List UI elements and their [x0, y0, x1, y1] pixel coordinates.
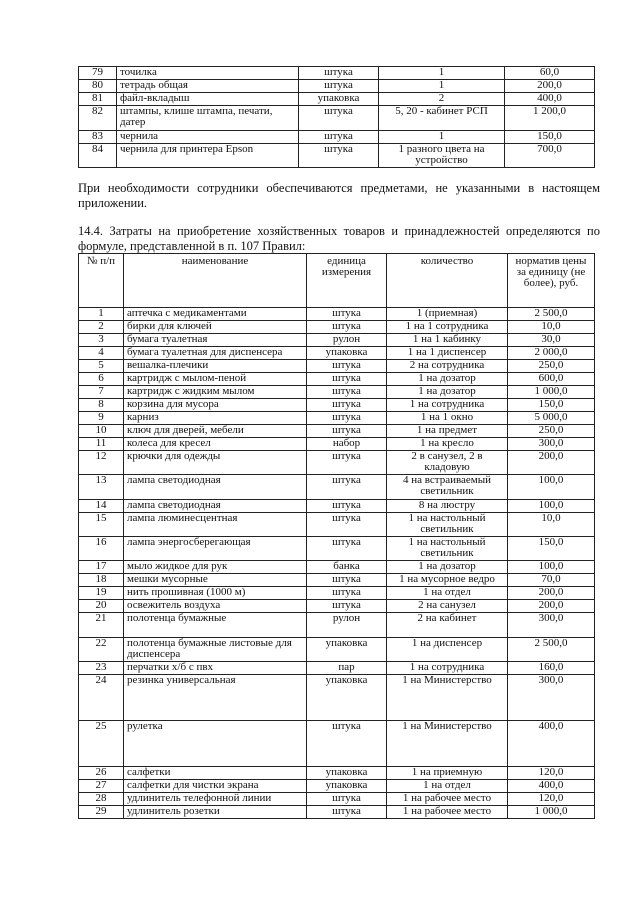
cell-qty: 1 на сотрудника: [387, 399, 508, 412]
table-row: [79, 806, 595, 819]
cell-unit: штука: [307, 425, 387, 438]
main-table: [78, 253, 595, 819]
table-row: [79, 67, 595, 80]
table-row: [79, 475, 595, 500]
cell-price: 1 000,0: [508, 386, 595, 399]
cell-name: освежитель воздуха: [124, 600, 307, 613]
cell-qty: 2 на кабинет: [387, 613, 508, 638]
cell-num: 20: [79, 600, 124, 613]
cell-price: 700,0: [505, 144, 595, 168]
cell-qty: 2 на сотрудника: [387, 360, 508, 373]
cell-name: точилка: [117, 67, 299, 80]
cell-name: салфетки для чистки экрана: [124, 780, 307, 793]
table-row: [79, 386, 595, 399]
cell-name: штампы, клише штампа, печати, датер: [117, 106, 299, 131]
cell-name: мешки мусорные: [124, 574, 307, 587]
cell-qty: 1 на кресло: [387, 438, 508, 451]
cell-qty: 2 на санузел: [387, 600, 508, 613]
cell-name: лампа люминесцентная: [124, 513, 307, 537]
cell-name: корзина для мусора: [124, 399, 307, 412]
cell-qty: 1 на 1 сотрудника: [387, 321, 508, 334]
table-row: [79, 308, 595, 321]
table-row: [79, 106, 595, 131]
cell-name: полотенца бумажные: [124, 613, 307, 638]
cell-qty: 1 на Министерство: [387, 675, 508, 721]
table-row: [79, 334, 595, 347]
cell-name: салфетки: [124, 767, 307, 780]
cell-qty: 1 разного цвета на устройство: [379, 144, 505, 168]
cell-num: 4: [79, 347, 124, 360]
cell-price: 2 500,0: [508, 308, 595, 321]
cell-name: удлинитель телефонной линии: [124, 793, 307, 806]
cell-unit: штука: [307, 513, 387, 537]
cell-price: 200,0: [508, 451, 595, 475]
cell-qty: 8 на люстру: [387, 500, 508, 513]
header-qty: количество: [387, 254, 508, 308]
cell-qty: 4 на встраиваемый светильник: [387, 475, 508, 500]
cell-unit: штука: [307, 721, 387, 767]
cell-name: картридж с мылом-пеной: [124, 373, 307, 386]
cell-price: 30,0: [508, 334, 595, 347]
cell-name: лампа светодиодная: [124, 475, 307, 500]
table-row: [79, 561, 595, 574]
cell-name: ключ для дверей, мебели: [124, 425, 307, 438]
cell-unit: штука: [299, 67, 379, 80]
cell-price: 300,0: [508, 613, 595, 638]
cell-qty: 2: [379, 93, 505, 106]
cell-qty: 1 на мусорное ведро: [387, 574, 508, 587]
cell-name: лампа энергосберегающая: [124, 537, 307, 561]
table-row: [79, 360, 595, 373]
cell-unit: упаковка: [307, 638, 387, 662]
cell-num: 7: [79, 386, 124, 399]
cell-unit: упаковка: [299, 93, 379, 106]
cell-price: 200,0: [505, 80, 595, 93]
header-name: наименование: [124, 254, 307, 308]
cell-num: 28: [79, 793, 124, 806]
cell-unit: штука: [307, 574, 387, 587]
table-row: [79, 500, 595, 513]
note-paragraph: При необходимости сотрудники обеспечиваются предметами, не указанными в настоящем приложении.: [78, 181, 600, 210]
cell-num: 82: [79, 106, 117, 131]
cell-name: тетрадь общая: [117, 80, 299, 93]
table-row: [79, 321, 595, 334]
cell-price: 100,0: [508, 475, 595, 500]
cell-num: 21: [79, 613, 124, 638]
table-row: [79, 93, 595, 106]
cell-price: 250,0: [508, 425, 595, 438]
table-row: [79, 662, 595, 675]
cell-price: 10,0: [508, 513, 595, 537]
cell-qty: 1 на рабочее место: [387, 793, 508, 806]
cell-unit: штука: [307, 451, 387, 475]
table-row: [79, 451, 595, 475]
cell-price: 400,0: [505, 93, 595, 106]
cell-name: мыло жидкое для рук: [124, 561, 307, 574]
cell-name: нить прошивная (1000 м): [124, 587, 307, 600]
cell-name: вешалка-плечики: [124, 360, 307, 373]
cell-qty: 1 на предмет: [387, 425, 508, 438]
cell-unit: рулон: [307, 334, 387, 347]
cell-name: полотенца бумажные листовые для диспенсера: [124, 638, 307, 662]
cell-unit: упаковка: [307, 347, 387, 360]
cell-num: 13: [79, 475, 124, 500]
cell-qty: 1 на сотрудника: [387, 662, 508, 675]
cell-num: 79: [79, 67, 117, 80]
cell-name: перчатки х/б с пвх: [124, 662, 307, 675]
table-row: [79, 613, 595, 638]
cell-num: 18: [79, 574, 124, 587]
table-row: [79, 721, 595, 767]
cell-price: 5 000,0: [508, 412, 595, 425]
cell-name: бумага туалетная для диспенсера: [124, 347, 307, 360]
table-row: [79, 587, 595, 600]
cell-qty: 1 на рабочее место: [387, 806, 508, 819]
header-row: [79, 254, 595, 308]
cell-num: 80: [79, 80, 117, 93]
cell-price: 10,0: [508, 321, 595, 334]
cell-price: 120,0: [508, 793, 595, 806]
cell-price: 600,0: [508, 373, 595, 386]
cell-qty: 1 (приемная): [387, 308, 508, 321]
cell-num: 12: [79, 451, 124, 475]
cell-unit: пар: [307, 662, 387, 675]
cell-qty: 1 на отдел: [387, 587, 508, 600]
cell-name: рулетка: [124, 721, 307, 767]
cell-num: 16: [79, 537, 124, 561]
cell-num: 2: [79, 321, 124, 334]
cell-qty: 1 на приемную: [387, 767, 508, 780]
top-table: [78, 66, 595, 168]
cell-unit: штука: [307, 500, 387, 513]
cell-qty: 1 на настольный светильник: [387, 537, 508, 561]
cell-unit: штука: [307, 412, 387, 425]
cell-name: файл-вкладыш: [117, 93, 299, 106]
table-row: [79, 144, 595, 168]
table-row: [79, 399, 595, 412]
header-unit: единица измерения: [307, 254, 387, 308]
cell-qty: 1 на дозатор: [387, 373, 508, 386]
cell-qty: 1 на дозатор: [387, 561, 508, 574]
section-heading: 14.4. Затраты на приобретение хозяйственных товаров и принадлежностей определяются по формуле, представленной в п. 107 Правил:: [78, 224, 600, 253]
cell-price: 2 500,0: [508, 638, 595, 662]
table-row: [79, 425, 595, 438]
cell-num: 1: [79, 308, 124, 321]
cell-num: 81: [79, 93, 117, 106]
cell-price: 150,0: [508, 399, 595, 412]
cell-price: 2 000,0: [508, 347, 595, 360]
cell-qty: 1: [379, 80, 505, 93]
table-row: [79, 373, 595, 386]
cell-num: 83: [79, 131, 117, 144]
cell-unit: штука: [307, 475, 387, 500]
cell-qty: 1 на Министерство: [387, 721, 508, 767]
cell-qty: 5, 20 - кабинет РСП: [379, 106, 505, 131]
cell-unit: штука: [307, 600, 387, 613]
cell-unit: упаковка: [307, 675, 387, 721]
cell-num: 10: [79, 425, 124, 438]
cell-unit: упаковка: [307, 780, 387, 793]
cell-price: 400,0: [508, 721, 595, 767]
cell-name: бирки для ключей: [124, 321, 307, 334]
cell-num: 19: [79, 587, 124, 600]
cell-unit: упаковка: [307, 767, 387, 780]
cell-price: 200,0: [508, 600, 595, 613]
cell-unit: штука: [307, 386, 387, 399]
cell-price: 1 200,0: [505, 106, 595, 131]
cell-num: 29: [79, 806, 124, 819]
cell-unit: набор: [307, 438, 387, 451]
cell-name: удлинитель розетки: [124, 806, 307, 819]
table-row: [79, 675, 595, 721]
table-row: [79, 793, 595, 806]
cell-unit: штука: [307, 399, 387, 412]
cell-num: 11: [79, 438, 124, 451]
cell-price: 300,0: [508, 675, 595, 721]
cell-num: 15: [79, 513, 124, 537]
cell-unit: штука: [307, 321, 387, 334]
cell-name: аптечка с медикаментами: [124, 308, 307, 321]
cell-price: 60,0: [505, 67, 595, 80]
cell-price: 160,0: [508, 662, 595, 675]
cell-num: 9: [79, 412, 124, 425]
cell-num: 3: [79, 334, 124, 347]
table-row: [79, 438, 595, 451]
table-row: [79, 574, 595, 587]
table-row: [79, 80, 595, 93]
cell-unit: штука: [307, 373, 387, 386]
cell-price: 250,0: [508, 360, 595, 373]
cell-unit: банка: [307, 561, 387, 574]
cell-num: 14: [79, 500, 124, 513]
cell-price: 70,0: [508, 574, 595, 587]
cell-num: 24: [79, 675, 124, 721]
cell-price: 120,0: [508, 767, 595, 780]
cell-qty: 1 на дозатор: [387, 386, 508, 399]
cell-unit: штука: [299, 80, 379, 93]
table-row: [79, 780, 595, 793]
cell-name: картридж с жидким мылом: [124, 386, 307, 399]
cell-name: бумага туалетная: [124, 334, 307, 347]
cell-price: 100,0: [508, 561, 595, 574]
cell-num: 22: [79, 638, 124, 662]
cell-price: 300,0: [508, 438, 595, 451]
table-row: [79, 600, 595, 613]
cell-unit: штука: [307, 537, 387, 561]
table-row: [79, 537, 595, 561]
cell-num: 25: [79, 721, 124, 767]
table-row: [79, 513, 595, 537]
cell-name: чернила для принтера Epson: [117, 144, 299, 168]
cell-unit: штука: [299, 106, 379, 131]
cell-unit: штука: [299, 144, 379, 168]
cell-qty: 1 на отдел: [387, 780, 508, 793]
cell-name: колеса для кресел: [124, 438, 307, 451]
cell-unit: штука: [299, 131, 379, 144]
table-row: [79, 347, 595, 360]
cell-qty: 2 в санузел, 2 в кладовую: [387, 451, 508, 475]
cell-unit: штука: [307, 806, 387, 819]
cell-num: 5: [79, 360, 124, 373]
cell-qty: 1: [379, 67, 505, 80]
header-price: норматив цены за единицу (не более), руб.: [508, 254, 595, 308]
cell-name: резинка универсальная: [124, 675, 307, 721]
cell-qty: 1 на 1 окно: [387, 412, 508, 425]
cell-price: 100,0: [508, 500, 595, 513]
cell-num: 6: [79, 373, 124, 386]
cell-unit: рулон: [307, 613, 387, 638]
header-num: № п/п: [79, 254, 124, 308]
cell-qty: 1 на настольный светильник: [387, 513, 508, 537]
cell-num: 8: [79, 399, 124, 412]
cell-num: 26: [79, 767, 124, 780]
cell-unit: штука: [307, 587, 387, 600]
table-row: [79, 767, 595, 780]
cell-num: 23: [79, 662, 124, 675]
cell-price: 150,0: [508, 537, 595, 561]
cell-qty: 1 на диспенсер: [387, 638, 508, 662]
cell-qty: 1 на 1 диспенсер: [387, 347, 508, 360]
cell-name: карниз: [124, 412, 307, 425]
table-row: [79, 131, 595, 144]
cell-name: чернила: [117, 131, 299, 144]
cell-num: 84: [79, 144, 117, 168]
table-row: [79, 638, 595, 662]
table-row: [79, 412, 595, 425]
cell-name: лампа светодиодная: [124, 500, 307, 513]
cell-qty: 1: [379, 131, 505, 144]
cell-num: 17: [79, 561, 124, 574]
cell-price: 400,0: [508, 780, 595, 793]
cell-num: 27: [79, 780, 124, 793]
cell-unit: штука: [307, 793, 387, 806]
cell-price: 150,0: [505, 131, 595, 144]
cell-unit: штука: [307, 360, 387, 373]
cell-price: 200,0: [508, 587, 595, 600]
cell-price: 1 000,0: [508, 806, 595, 819]
cell-qty: 1 на 1 кабинку: [387, 334, 508, 347]
cell-unit: штука: [307, 308, 387, 321]
cell-name: крючки для одежды: [124, 451, 307, 475]
